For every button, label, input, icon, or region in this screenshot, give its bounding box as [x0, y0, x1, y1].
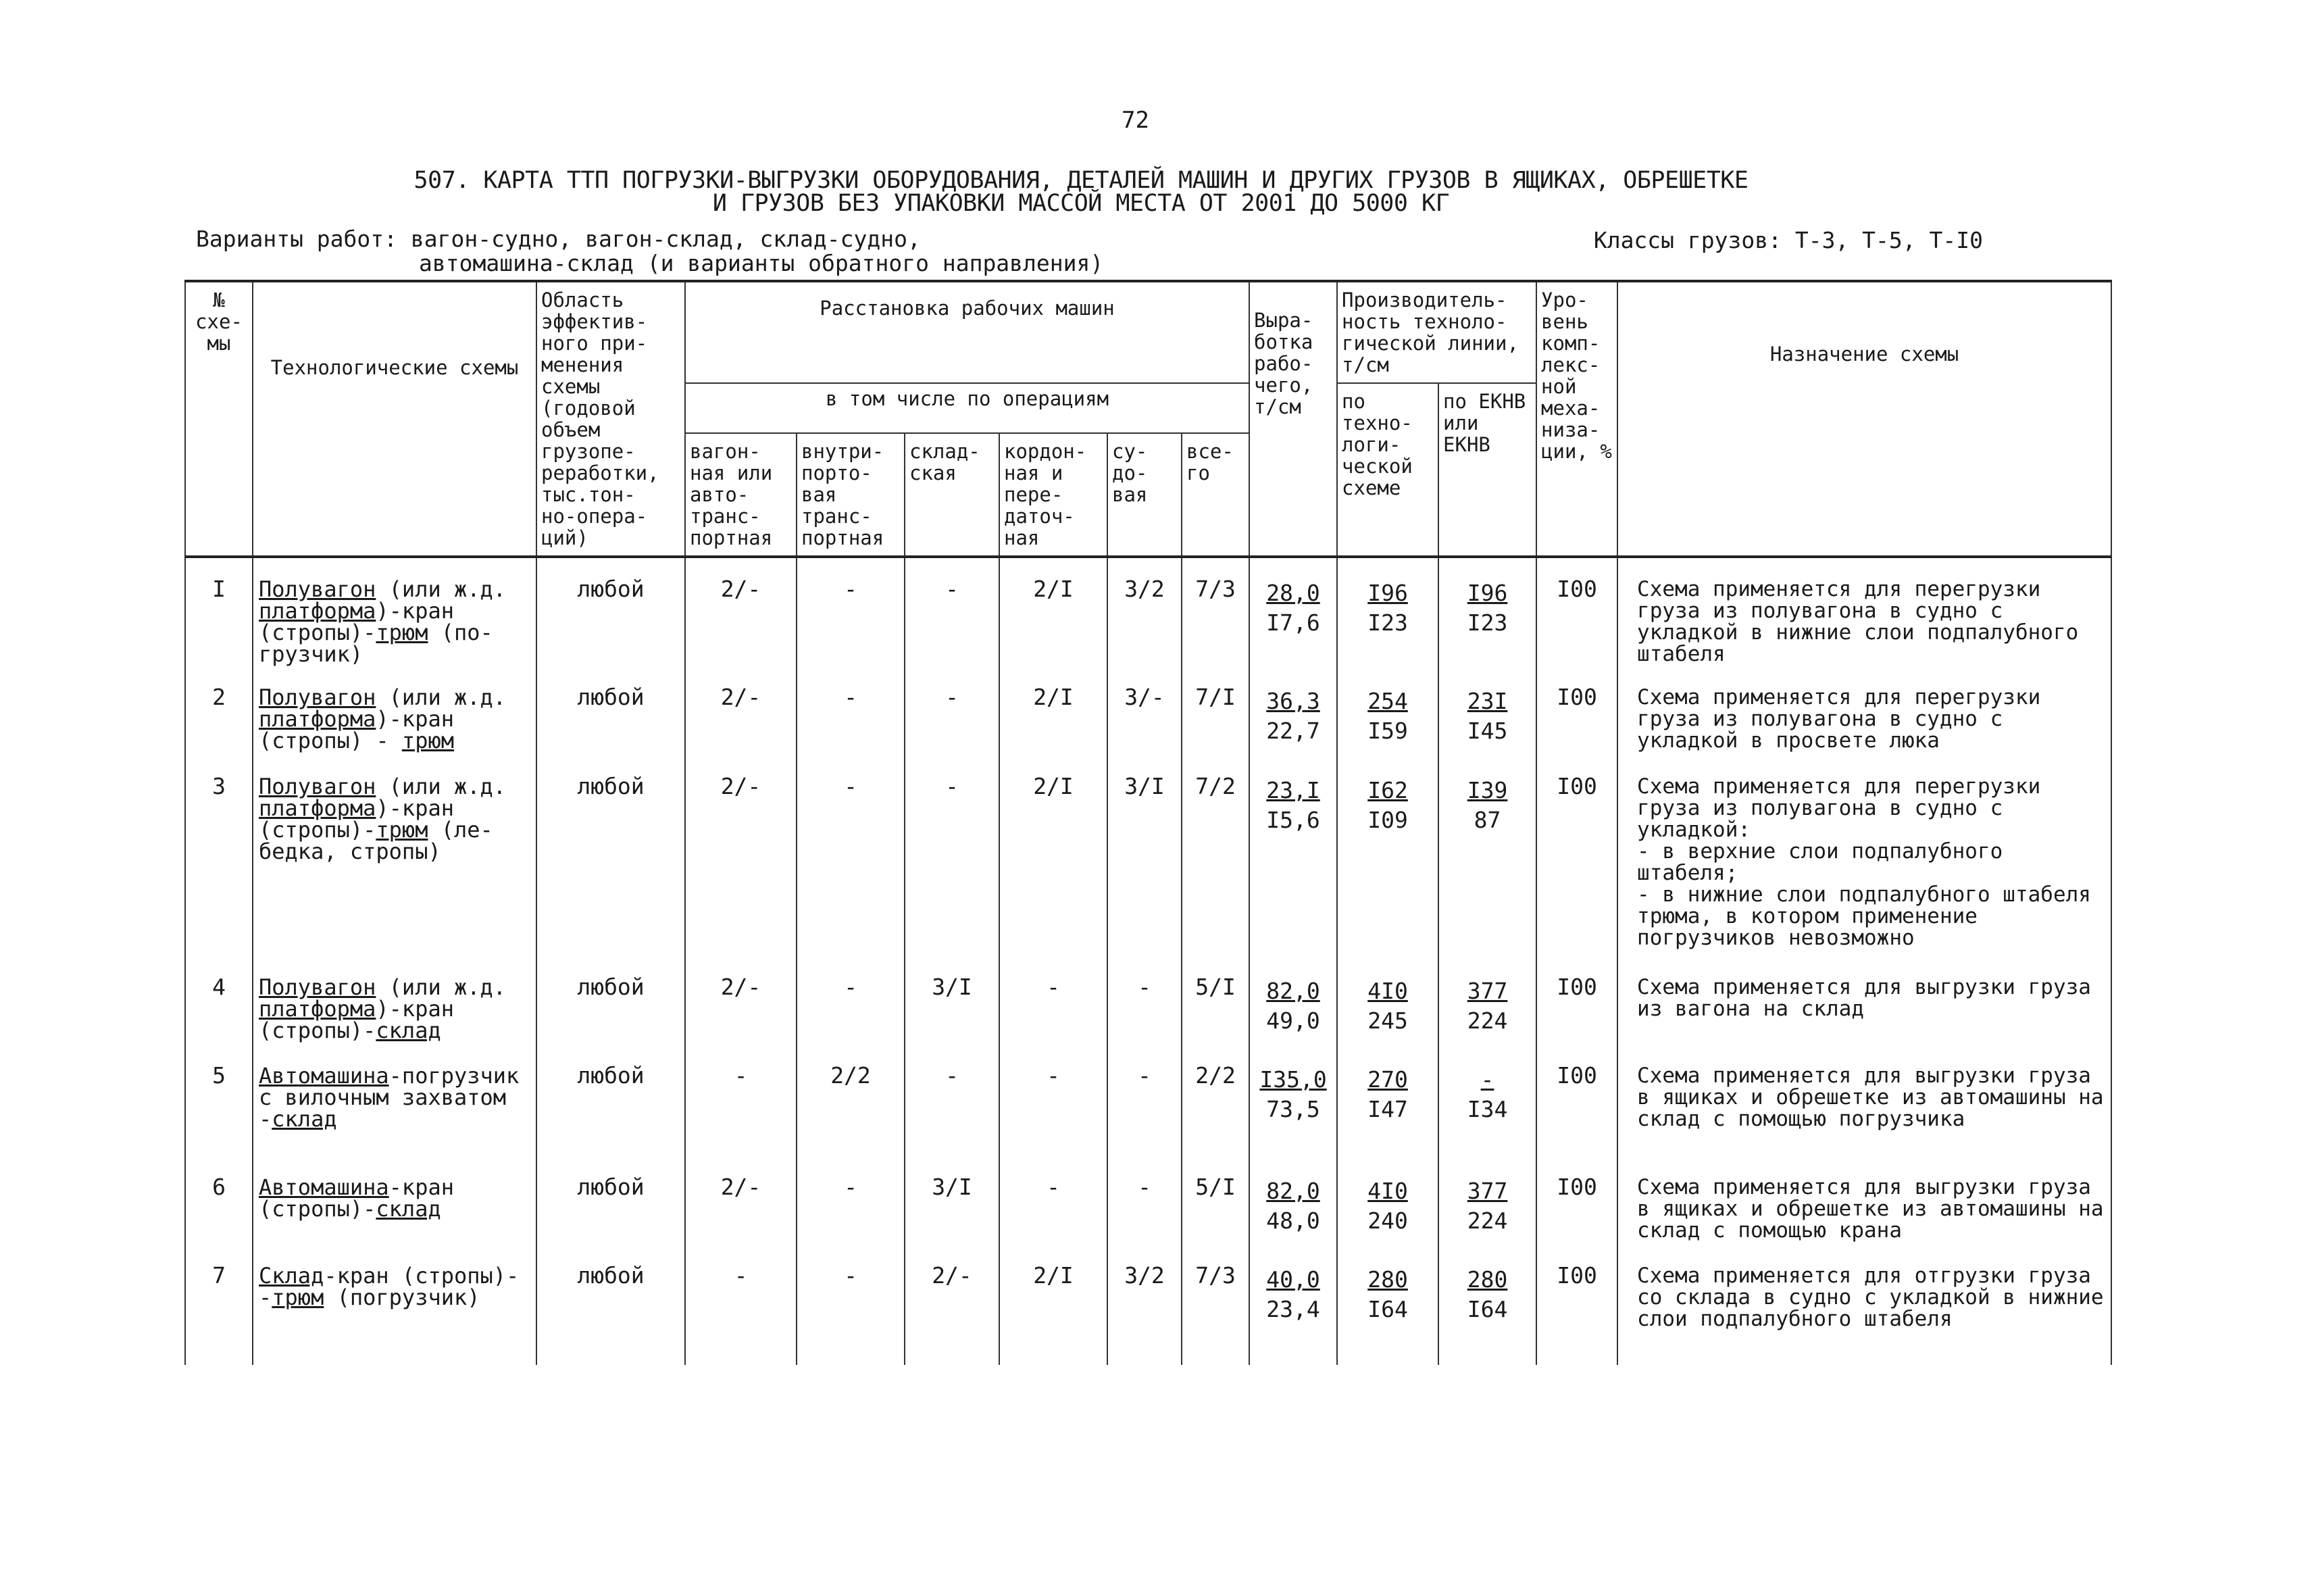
row-warehouse: 3/I	[905, 1162, 999, 1250]
table-row	[185, 761, 2111, 962]
cargo-classes: Классы грузов: Т-3, Т-5, Т-I0	[1593, 227, 1983, 253]
row-wagon: 2/-	[685, 672, 797, 761]
row-productivity: $\frac{I96}{I23}$	[1337, 557, 1438, 672]
row-area: любой	[536, 962, 685, 1050]
row-total: 7/3	[1182, 557, 1249, 672]
page-number: 72	[1122, 107, 1149, 134]
row-internal: -	[797, 962, 905, 1050]
row-mechanization: I00	[1536, 761, 1617, 962]
row-total: 7/2	[1182, 761, 1249, 962]
row-ship: -	[1107, 1050, 1182, 1162]
row-mechanization: I00	[1536, 1050, 1617, 1162]
row-warehouse: 3/I	[905, 962, 999, 1050]
row-cordon: 2/I	[999, 1250, 1107, 1365]
row-area: любой	[536, 1250, 685, 1365]
title-line-2: И ГРУЗОВ БЕЗ УПАКОВКИ МАССОЙ МЕСТА ОТ 2001 ДО 5000 КГ	[712, 190, 1450, 217]
row-purpose: Схема применяется для выгрузки груза в ящиках и обрешетке из автомашины на склад с помощью погрузчика	[1617, 1050, 2111, 1162]
row-norm: $\frac{377}{224}$	[1438, 962, 1536, 1050]
row-purpose: Схема применяется для перегрузки груза из полувагона в судно с укладкой: - в верхние слои подпалубного штабеля; - в нижние слои подпалубного штабеля трюма, в котором применение погрузчиков невозможно	[1617, 761, 2111, 962]
header-warehouse-op: склад- ская	[905, 433, 999, 557]
header-total-op: все- го	[1182, 433, 1249, 557]
row-norm: $\frac{377}{224}$	[1438, 1162, 1536, 1250]
header-by-norms: по ЕКНВ или ЕКНВ	[1438, 383, 1536, 557]
row-warehouse: -	[905, 1050, 999, 1162]
document-title	[203, 169, 1959, 215]
row-mechanization: I00	[1536, 557, 1617, 672]
row-cordon: -	[999, 1162, 1107, 1250]
row-number: I	[185, 557, 253, 672]
row-cordon: 2/I	[999, 761, 1107, 962]
row-output: $\frac{40,0}{23,4}$	[1249, 1250, 1337, 1365]
row-mechanization: I00	[1536, 1250, 1617, 1365]
header-tech-schemes: Технологические схемы	[253, 281, 536, 557]
row-area: любой	[536, 761, 685, 962]
row-internal: -	[797, 761, 905, 962]
header-wagon-op: вагон- ная или авто- транс- портная	[685, 433, 797, 557]
row-internal: -	[797, 557, 905, 672]
row-internal: -	[797, 672, 905, 761]
row-scheme: Полувагон (или ж.д. платформа)-кран (стропы)-трюм (ле- бедка, стропы)	[253, 761, 536, 962]
row-number: 3	[185, 761, 253, 962]
row-productivity: $\frac{4I0}{245}$	[1337, 962, 1438, 1050]
row-ship: 3/2	[1107, 557, 1182, 672]
row-scheme: Полувагон (или ж.д. платформа)-кран (стропы)-трюм (по- грузчик)	[253, 557, 536, 672]
row-productivity: $\frac{254}{I59}$	[1337, 672, 1438, 761]
row-productivity: $\frac{280}{I64}$	[1337, 1250, 1438, 1365]
row-wagon: -	[685, 1250, 797, 1365]
row-norm: $\frac{280}{I64}$	[1438, 1250, 1536, 1365]
row-cordon: -	[999, 1050, 1107, 1162]
row-number: 7	[185, 1250, 253, 1365]
row-wagon: 2/-	[685, 761, 797, 962]
row-cordon: 2/I	[999, 672, 1107, 761]
row-number: 6	[185, 1162, 253, 1250]
title-line-1: 507. КАРТА ТТП ПОГРУЗКИ-ВЫГРУЗКИ ОБОРУДОВАНИЯ, ДЕТАЛЕЙ МАШИН И ДРУГИХ ГРУЗОВ В ЯЩИКАХ, ОБРЕШЕТКЕ	[413, 167, 1749, 194]
row-total: 5/I	[1182, 1162, 1249, 1250]
row-norm: $\frac{-}{I34}$	[1438, 1050, 1536, 1162]
row-number: 4	[185, 962, 253, 1050]
row-productivity: $\frac{270}{I47}$	[1337, 1050, 1438, 1162]
row-ship: -	[1107, 962, 1182, 1050]
row-cordon: 2/I	[999, 557, 1107, 672]
row-mechanization: I00	[1536, 962, 1617, 1050]
row-scheme: Склад-кран (стропы)- -трюм (погрузчик)	[253, 1250, 536, 1365]
header-machine-placement: Расстановка рабочих машин	[685, 281, 1249, 383]
header-mechanization-level: Уро- вень комп- лекс- ной меха- низа- ции, %	[1536, 281, 1617, 557]
row-internal: -	[797, 1250, 905, 1365]
row-ship: -	[1107, 1162, 1182, 1250]
header-by-tech-scheme: по техно- логи- ческой схеме	[1337, 383, 1438, 557]
row-area: любой	[536, 1050, 685, 1162]
row-number: 2	[185, 672, 253, 761]
header-line-productivity: Производитель- ность техноло- гической линии, т/см	[1337, 281, 1536, 383]
header-worker-output: Выра- ботка рабо- чего, т/см	[1249, 281, 1337, 557]
header-internal-op: внутри- порто- вая транс- портная	[797, 433, 905, 557]
row-total: 7/3	[1182, 1250, 1249, 1365]
row-wagon: 2/-	[685, 557, 797, 672]
header-scheme-number: № схе- мы	[185, 281, 253, 557]
header-scheme-purpose: Назначение схемы	[1617, 281, 2111, 557]
tech-schemes-table	[184, 280, 2112, 1365]
row-productivity: $\frac{I62}{I09}$	[1337, 761, 1438, 962]
row-output: $\frac{36,3}{22,7}$	[1249, 672, 1337, 761]
row-output: $\frac{23,I}{I5,6}$	[1249, 761, 1337, 962]
row-total: 5/I	[1182, 962, 1249, 1050]
row-area: любой	[536, 672, 685, 761]
work-variants	[196, 227, 1103, 276]
header-application-area: Область эффектив- ного при- менения схемы (годовой объем грузопе- реработки, тыс.тон- но-опера- ций)	[536, 281, 685, 557]
row-scheme: Полувагон (или ж.д. платформа)-кран (стропы)-склад	[253, 962, 536, 1050]
header-cordon-op: кордон- ная и пере- даточ- ная	[999, 433, 1107, 557]
row-cordon: -	[999, 962, 1107, 1050]
header-ship-op: су- до- вая	[1107, 433, 1182, 557]
row-number: 5	[185, 1050, 253, 1162]
row-norm: $\frac{I39}{87}$	[1438, 761, 1536, 962]
row-scheme: Автомашина-кран (стропы)-склад	[253, 1162, 536, 1250]
row-ship: 3/-	[1107, 672, 1182, 761]
table-row	[185, 1250, 2111, 1365]
row-area: любой	[536, 1162, 685, 1250]
row-norm: $\frac{I96}{I23}$	[1438, 557, 1536, 672]
row-ship: 3/I	[1107, 761, 1182, 962]
row-warehouse: -	[905, 761, 999, 962]
table-row	[185, 1050, 2111, 1162]
table-row	[185, 557, 2111, 672]
row-output: $\frac{I35,0}{73,5}$	[1249, 1050, 1337, 1162]
variants-line-2: автомашина-склад (и варианты обратного направления)	[419, 250, 1104, 276]
row-purpose: Схема применяется для отгрузки груза со склада в судно с укладкой в нижние слои подпалубного штабеля	[1617, 1250, 2111, 1365]
row-total: 7/I	[1182, 672, 1249, 761]
row-wagon: 2/-	[685, 962, 797, 1050]
row-wagon: 2/-	[685, 1162, 797, 1250]
header-by-operations: в том числе по операциям	[685, 383, 1249, 433]
row-output: $\frac{82,0}{49,0}$	[1249, 962, 1337, 1050]
row-warehouse: 2/-	[905, 1250, 999, 1365]
row-productivity: $\frac{4I0}{240}$	[1337, 1162, 1438, 1250]
row-purpose: Схема применяется для перегрузки груза из полувагона в судно с укладкой в нижние слои подпалубного штабеля	[1617, 557, 2111, 672]
row-area: любой	[536, 557, 685, 672]
row-purpose: Схема применяется для выгрузки груза в ящиках и обрешетке из автомашины на склад с помощью крана	[1617, 1162, 2111, 1250]
row-mechanization: I00	[1536, 1162, 1617, 1250]
table-row	[185, 1162, 2111, 1250]
row-scheme: Автомашина-погрузчик с вилочным захватом -склад	[253, 1050, 536, 1162]
table-row	[185, 672, 2111, 761]
row-purpose: Схема применяется для выгрузки груза из вагона на склад	[1617, 962, 2111, 1050]
row-norm: $\frac{23I}{I45}$	[1438, 672, 1536, 761]
row-purpose: Схема применяется для перегрузки груза из полувагона в судно с укладкой в просвете люка	[1617, 672, 2111, 761]
variants-line-1: Варианты работ: вагон-судно, вагон-склад, склад-судно,	[196, 226, 921, 252]
row-total: 2/2	[1182, 1050, 1249, 1162]
row-warehouse: -	[905, 672, 999, 761]
row-ship: 3/2	[1107, 1250, 1182, 1365]
table-row	[185, 962, 2111, 1050]
row-mechanization: I00	[1536, 672, 1617, 761]
row-scheme: Полувагон (или ж.д. платформа)-кран (стропы) - трюм	[253, 672, 536, 761]
row-internal: 2/2	[797, 1050, 905, 1162]
row-output: $\frac{28,0}{I7,6}$	[1249, 557, 1337, 672]
row-output: $\frac{82,0}{48,0}$	[1249, 1162, 1337, 1250]
row-warehouse: -	[905, 557, 999, 672]
row-internal: -	[797, 1162, 905, 1250]
row-wagon: -	[685, 1050, 797, 1162]
